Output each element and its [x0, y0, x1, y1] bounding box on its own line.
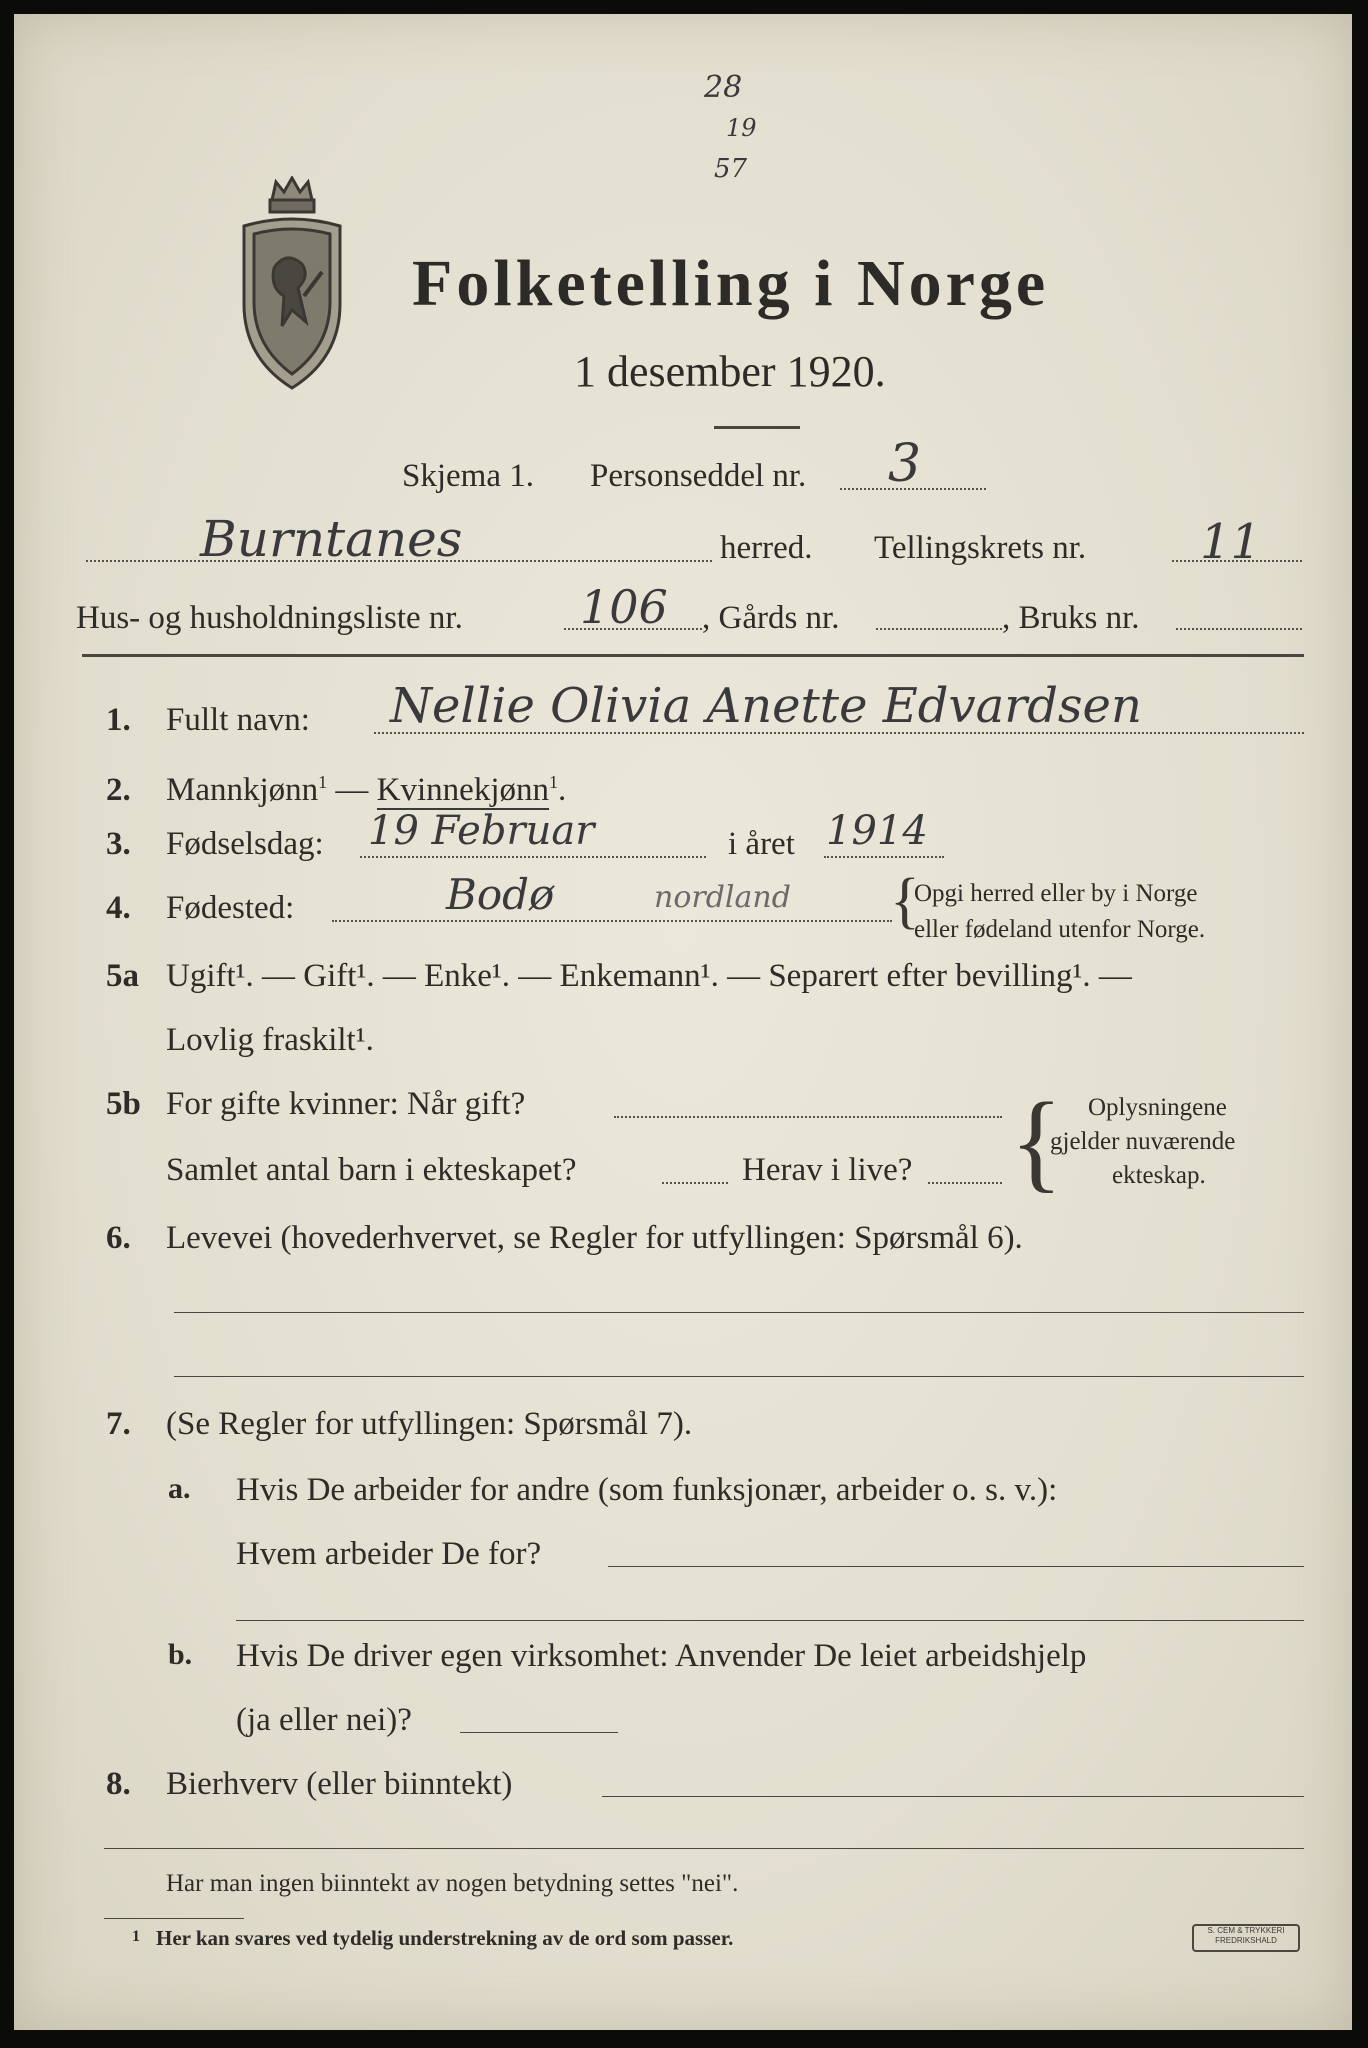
footnote-mark: 1	[132, 1928, 140, 1945]
employer-answer-line-2	[236, 1620, 1304, 1621]
birth-year-value: 1914	[826, 808, 928, 854]
birthplace-region-value: nordland	[654, 880, 791, 915]
q4-number: 4.	[106, 890, 131, 926]
footnote-rule	[104, 1918, 244, 1919]
q3-year-dotted-line	[824, 856, 944, 858]
pencil-note-3: 57	[714, 154, 748, 184]
pencil-note-2: 19	[726, 114, 757, 142]
birthplace-value: Bodø	[446, 870, 555, 919]
q1-number: 1.	[106, 702, 131, 738]
title-divider	[714, 426, 800, 429]
footer-rule	[104, 1848, 1304, 1849]
q4-dotted-line	[332, 920, 892, 922]
children-count-dotted-line	[662, 1182, 728, 1184]
marital-status-options-cont[interactable]: Lovlig fraskilt¹.	[166, 1022, 374, 1058]
footnote-ref: 1	[318, 772, 328, 792]
q7b-letter: b.	[168, 1638, 193, 1671]
q7a-letter: a.	[168, 1472, 191, 1505]
q6-label: Levevei (hovederhvervet, se Regler for utfyllingen: Spørsmål 6).	[166, 1220, 1023, 1256]
printer-stamp	[1192, 1924, 1300, 1952]
q5b-note-line3: ekteskap.	[1112, 1162, 1206, 1189]
q4-note-brace: {	[890, 867, 920, 935]
husliste-value: 106	[580, 580, 668, 634]
gards-dotted-line	[876, 628, 1002, 630]
personseddel-number-value: 3	[888, 434, 922, 494]
marital-status-options[interactable]: Ugift¹. — Gift¹. — Enke¹. — Enkemann¹. — Separert efter bevilling¹. —	[166, 958, 1132, 994]
q3-number: 3.	[106, 826, 131, 862]
footnote-ref: 1	[549, 772, 558, 792]
option-separator: —	[327, 772, 377, 808]
q3-day-dotted-line	[360, 856, 706, 858]
census-date: 1 desember 1920.	[574, 347, 886, 396]
q5b-note-line2: gjelder nuværende	[1050, 1128, 1236, 1155]
q6-answer-line-2	[174, 1376, 1304, 1377]
employer-answer-line	[608, 1566, 1304, 1567]
header-rule	[82, 654, 1304, 657]
q3-label: Fødselsdag:	[166, 826, 324, 862]
footnote-text: Her kan svares ved tydelig understrekning av de ord som passer.	[156, 1926, 734, 1950]
q2-sex-options	[166, 772, 566, 809]
tellingskrets-label: Tellingskrets nr.	[874, 530, 1087, 566]
census-form-page	[14, 14, 1352, 2030]
norway-coat-of-arms-icon	[236, 176, 348, 394]
q7a-line2: Hvem arbeider De for?	[236, 1536, 542, 1572]
q6-answer-line-1	[174, 1312, 1304, 1313]
year-label: i året	[728, 826, 795, 862]
female-option[interactable]: Kvinnekjønn	[376, 772, 549, 808]
children-count-label: Samlet antal barn i ekteskapet?	[166, 1152, 577, 1188]
when-married-label: For gifte kvinner: Når gift?	[166, 1086, 526, 1122]
q8-number: 8.	[106, 1766, 131, 1802]
q7b-line2: (ja eller nei)?	[236, 1702, 412, 1738]
gards-label: , Gårds nr.	[702, 600, 840, 636]
tellingskrets-value: 11	[1200, 514, 1262, 570]
male-option[interactable]: Mannkjønn	[166, 772, 319, 808]
option-end: .	[558, 772, 567, 808]
q4-label: Fødested:	[166, 890, 295, 926]
hired-help-answer-line	[460, 1732, 618, 1733]
q5b-number: 5b	[106, 1086, 141, 1122]
q6-number: 6.	[106, 1220, 131, 1256]
q7-number: 7.	[106, 1406, 131, 1442]
children-alive-dotted-line	[928, 1182, 1002, 1184]
form-title: Folketelling i Norge	[412, 247, 1050, 320]
personseddel-label: Personseddel nr.	[590, 458, 807, 494]
husliste-label: Hus- og husholdningsliste nr.	[76, 600, 463, 636]
when-married-dotted-line	[614, 1116, 1002, 1118]
bruks-dotted-line	[1176, 628, 1302, 630]
q5b-note-line1: Oplysningene	[1088, 1094, 1227, 1121]
printer-stamp-line2: FREDRIKSHALD	[1215, 1936, 1277, 1945]
q4-note-line2: eller fødeland utenfor Norge.	[914, 916, 1206, 943]
birth-day-value: 19 Februar	[368, 808, 595, 854]
q7a-line1: Hvis De arbeider for andre (som funksjonær, arbeider o. s. v.):	[236, 1472, 1058, 1508]
skjema-label: Skjema 1.	[402, 458, 534, 494]
printer-stamp-line1: S. CEM & TRYKKERI	[1207, 1926, 1285, 1935]
q5b-note-brace: {	[1010, 1080, 1063, 1202]
bruks-label: , Bruks nr.	[1002, 600, 1140, 636]
q7b-line1: Hvis De driver egen virksomhet: Anvender De leiet arbeidshjelp	[236, 1638, 1087, 1674]
no-income-note: Har man ingen biinntekt av nogen betydning settes "nei".	[166, 1870, 739, 1897]
q4-note-line1: Opgi herred eller by i Norge	[914, 880, 1198, 907]
herred-value: Burntanes	[200, 510, 463, 568]
q7-label: (Se Regler for utfyllingen: Spørsmål 7).	[166, 1406, 693, 1442]
q2-number: 2.	[106, 772, 131, 808]
pencil-note-1: 28	[704, 70, 743, 105]
q5a-number: 5a	[106, 958, 139, 994]
q1-label: Fullt navn:	[166, 702, 310, 738]
side-income-answer-line	[602, 1796, 1304, 1797]
q8-label: Bierhverv (eller biinntekt)	[166, 1766, 513, 1802]
children-alive-label: Herav i live?	[742, 1152, 913, 1188]
herred-label: herred.	[720, 530, 813, 566]
full-name-value: Nellie Olivia Anette Edvardsen	[390, 678, 1142, 734]
